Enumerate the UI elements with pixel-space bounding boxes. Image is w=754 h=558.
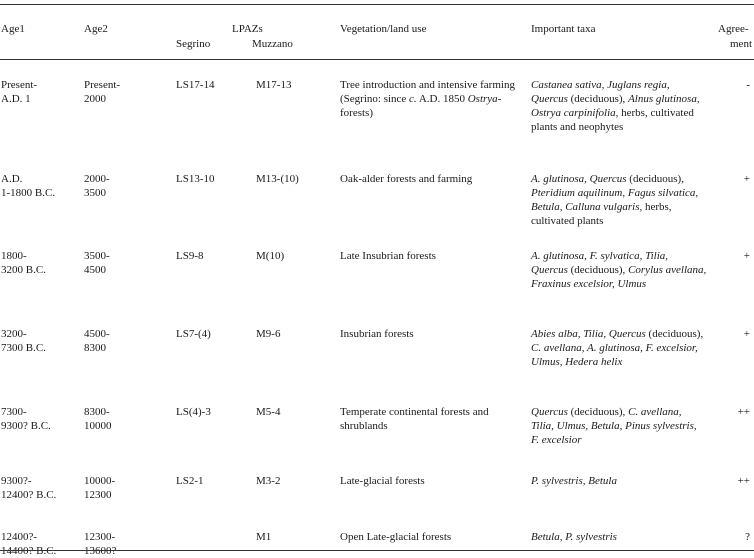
vegetation-cell: Tree introduction and intensive farming (Segrino: since c. A.D. 1850 Ostrya-forests): [340, 79, 515, 119]
age1-line: 9300? B.C.: [1, 420, 51, 432]
age2-line: 3500-: [84, 250, 110, 262]
age2-cell: [84, 249, 110, 277]
header-agreement-2: ment: [730, 38, 752, 50]
agreement-cell: ++: [737, 406, 750, 418]
agreement-cell: ?: [745, 531, 750, 543]
segrino-cell: LS7-(4): [176, 328, 211, 340]
header-segrino: Segrino: [176, 38, 211, 50]
header-age2: Age2: [84, 23, 108, 35]
agreement-cell: -: [746, 79, 750, 91]
agreement-cell: ++: [737, 475, 750, 487]
age1-line: 14400? B.C.: [1, 545, 57, 557]
taxa-cell: A. glutinosa, F. sylvatica, Tilia, Quercus (deciduous), Corylus avellana, Fraxinus excelsior, Ulmus: [531, 250, 707, 290]
vegetation-cell: Late Insubrian forests: [340, 250, 436, 262]
segrino-cell: LS17-14: [176, 79, 215, 91]
age1-line: 3200 B.C.: [1, 264, 46, 276]
age2-cell: [84, 405, 112, 433]
age1-cell: [1, 78, 37, 106]
top-rule: [0, 4, 754, 5]
header-vegetation: Vegetation/land use: [340, 23, 427, 35]
age1-cell: [1, 249, 46, 277]
age1-line: 9300?-: [1, 475, 32, 487]
age2-line: 13600?: [84, 545, 117, 557]
age1-line: 7300-: [1, 406, 27, 418]
header-taxa: Important taxa: [531, 23, 596, 35]
header-rule: [0, 59, 754, 60]
taxa-cell: Abies alba, Tilia, Quercus (deciduous), C. avellana, A. glutinosa, F. excelsior, Ulmus, Hedera helix: [531, 328, 704, 368]
age1-line: 1-1800 B.C.: [1, 187, 56, 199]
agreement-cell: +: [743, 173, 750, 185]
header-agreement-1: Agree-: [718, 23, 749, 35]
age1-line: A.D.: [1, 173, 23, 185]
vegetation-cell: Insubrian forests: [340, 328, 414, 340]
age1-line: 12400? B.C.: [1, 489, 57, 501]
age1-cell: [1, 405, 51, 433]
vegetation-cell: Open Late-glacial forests: [340, 531, 452, 543]
age1-cell: [1, 474, 56, 502]
age2-line: 2000: [84, 93, 106, 105]
age2-line: 8300-: [84, 406, 110, 418]
segrino-cell: LS13-10: [176, 173, 215, 185]
age2-cell: [84, 327, 110, 355]
age2-line: 10000: [84, 420, 112, 432]
muzzano-cell: M5-4: [256, 406, 281, 418]
agreement-cell: +: [743, 250, 750, 262]
age2-line: 8300: [84, 342, 106, 354]
age2-line: Present-: [84, 79, 121, 91]
age2-line: 4500-: [84, 328, 110, 340]
age2-line: 12300: [84, 489, 112, 501]
age2-cell: [84, 530, 116, 558]
muzzano-cell: M17-13: [256, 79, 292, 91]
age1-cell: [1, 172, 55, 200]
muzzano-cell: M3-2: [256, 475, 281, 487]
age2-cell: [84, 172, 110, 200]
muzzano-cell: M1: [256, 531, 272, 543]
taxa-cell: Quercus (deciduous), C. avellana, Tilia, Ulmus, Betula, Pinus sylvestris, F. excelsior: [531, 406, 697, 446]
age2-line: 10000-: [84, 475, 116, 487]
vegetation-cell: Oak-alder forests and farming: [340, 173, 473, 185]
age1-line: 1800-: [1, 250, 27, 262]
age2-line: 4500: [84, 264, 106, 276]
header-lpazs: LPAZs: [232, 23, 263, 35]
muzzano-cell: M9-6: [256, 328, 281, 340]
taxa-cell: Betula, P. sylvestris: [531, 531, 617, 543]
age2-line: 2000-: [84, 173, 110, 185]
age2-line: 12300-: [84, 531, 116, 543]
taxa-cell: Castanea sativa, Juglans regia, Quercus (deciduous), Alnus glutinosa, Ostrya carpinifolia, herbs, cultivated plants and neophytes: [531, 79, 700, 133]
taxa-cell: P. sylvestris, Betula: [531, 475, 617, 487]
age1-line: Present-: [1, 79, 38, 91]
muzzano-cell: M(10): [256, 250, 285, 262]
segrino-cell: LS(4)-3: [176, 406, 211, 418]
bottom-rule: [0, 550, 754, 551]
age1-line: A.D. 1: [1, 93, 31, 105]
segrino-cell: LS2-1: [176, 475, 204, 487]
vegetation-cell: Late-glacial forests: [340, 475, 425, 487]
age1-cell: [1, 530, 56, 558]
header-muzzano: Muzzano: [252, 38, 293, 50]
segrino-cell: LS9-8: [176, 250, 204, 262]
age1-line: 7300 B.C.: [1, 342, 46, 354]
header-age1: Age1: [1, 23, 25, 35]
vegetation-cell: Temperate continental forests and shrublands: [340, 406, 489, 432]
age2-cell: [84, 474, 115, 502]
age2-line: 3500: [84, 187, 106, 199]
age1-cell: [1, 327, 46, 355]
age2-cell: [84, 78, 120, 106]
age1-line: 3200-: [1, 328, 27, 340]
agreement-cell: +: [743, 328, 750, 340]
age1-line: 12400?-: [1, 531, 38, 543]
taxa-cell: A. glutinosa, Quercus (deciduous), Pteridium aquilinum, Fagus silvatica, Betula, Calluna vulgaris, herbs, cultivated plants: [531, 173, 699, 227]
muzzano-cell: M13-(10): [256, 173, 299, 185]
